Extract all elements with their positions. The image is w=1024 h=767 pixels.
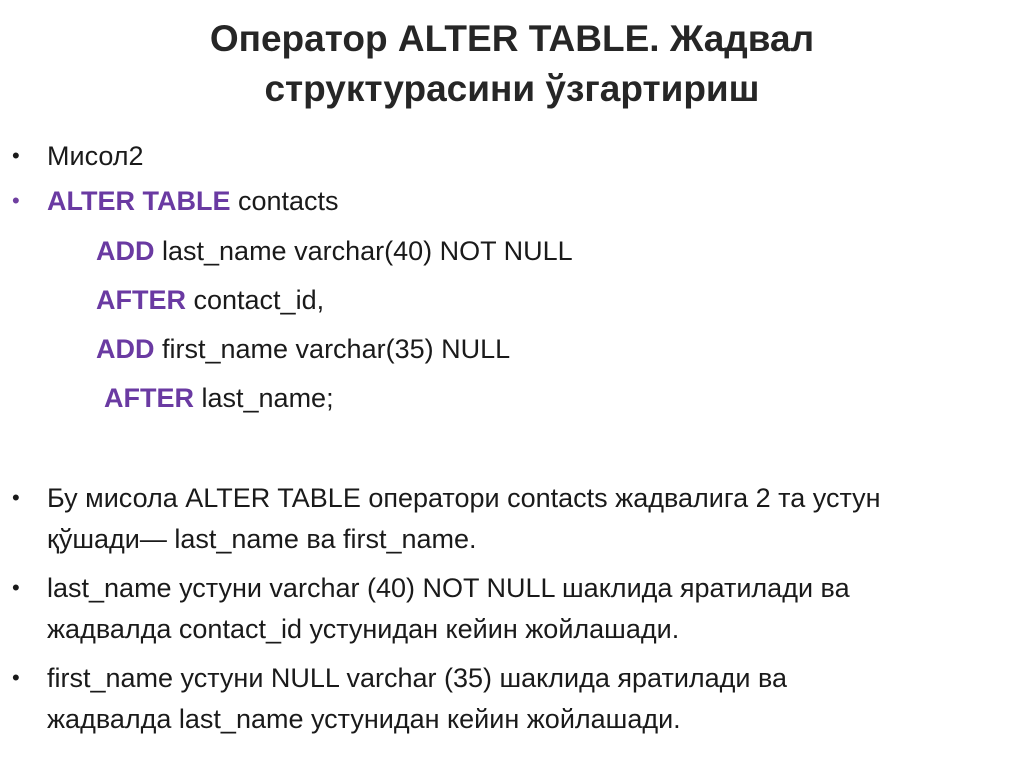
sql-keyword: ADD [96, 236, 155, 266]
code-line [104, 381, 334, 415]
last-name-line-2: жадвалда contact_id устунидан кейин жойлашади. [47, 614, 680, 644]
explanation-line-1: Бу мисола ALTER TABLE оператори contacts жадвалига 2 та устун [47, 483, 881, 513]
sql-text: first_name varchar(35) NULL [154, 334, 511, 364]
title-line-2: структурасини ўзгартириш [264, 68, 760, 109]
last-name-line-1: last_name устуни varchar (40) NOT NULL шаклида яратилади ва [47, 573, 850, 603]
bullet-dot: • [12, 485, 20, 510]
title-line-1: Оператор ALTER TABLE. Жадвал [209, 18, 815, 59]
code-line [47, 184, 339, 218]
bullet-dot: • [12, 575, 20, 600]
sql-text: contacts [230, 186, 339, 216]
bullet-dot: • [12, 143, 20, 168]
sql-keyword: ALTER TABLE [47, 186, 231, 216]
bullet-dot: • [12, 665, 20, 690]
slide-title [0, 14, 1024, 114]
code-line [96, 332, 510, 366]
sql-text: last_name; [194, 383, 334, 413]
sql-keyword: AFTER [96, 285, 186, 315]
bullet-dot: • [12, 188, 20, 213]
code-line [96, 234, 573, 268]
example-label: Мисол2 [47, 141, 144, 171]
explanation-line-2: қўшади— last_name ва first_name. [47, 524, 477, 554]
sql-text: last_name varchar(40) NOT NULL [154, 236, 573, 266]
sql-text: contact_id, [186, 285, 325, 315]
sql-keyword: AFTER [104, 383, 194, 413]
code-line [96, 283, 324, 317]
first-name-line-1: first_name устуни NULL varchar (35) шаклида яратилади ва [47, 663, 788, 693]
first-name-line-2: жадвалда last_name устунидан кейин жойлашади. [47, 704, 681, 734]
sql-keyword: ADD [96, 334, 155, 364]
